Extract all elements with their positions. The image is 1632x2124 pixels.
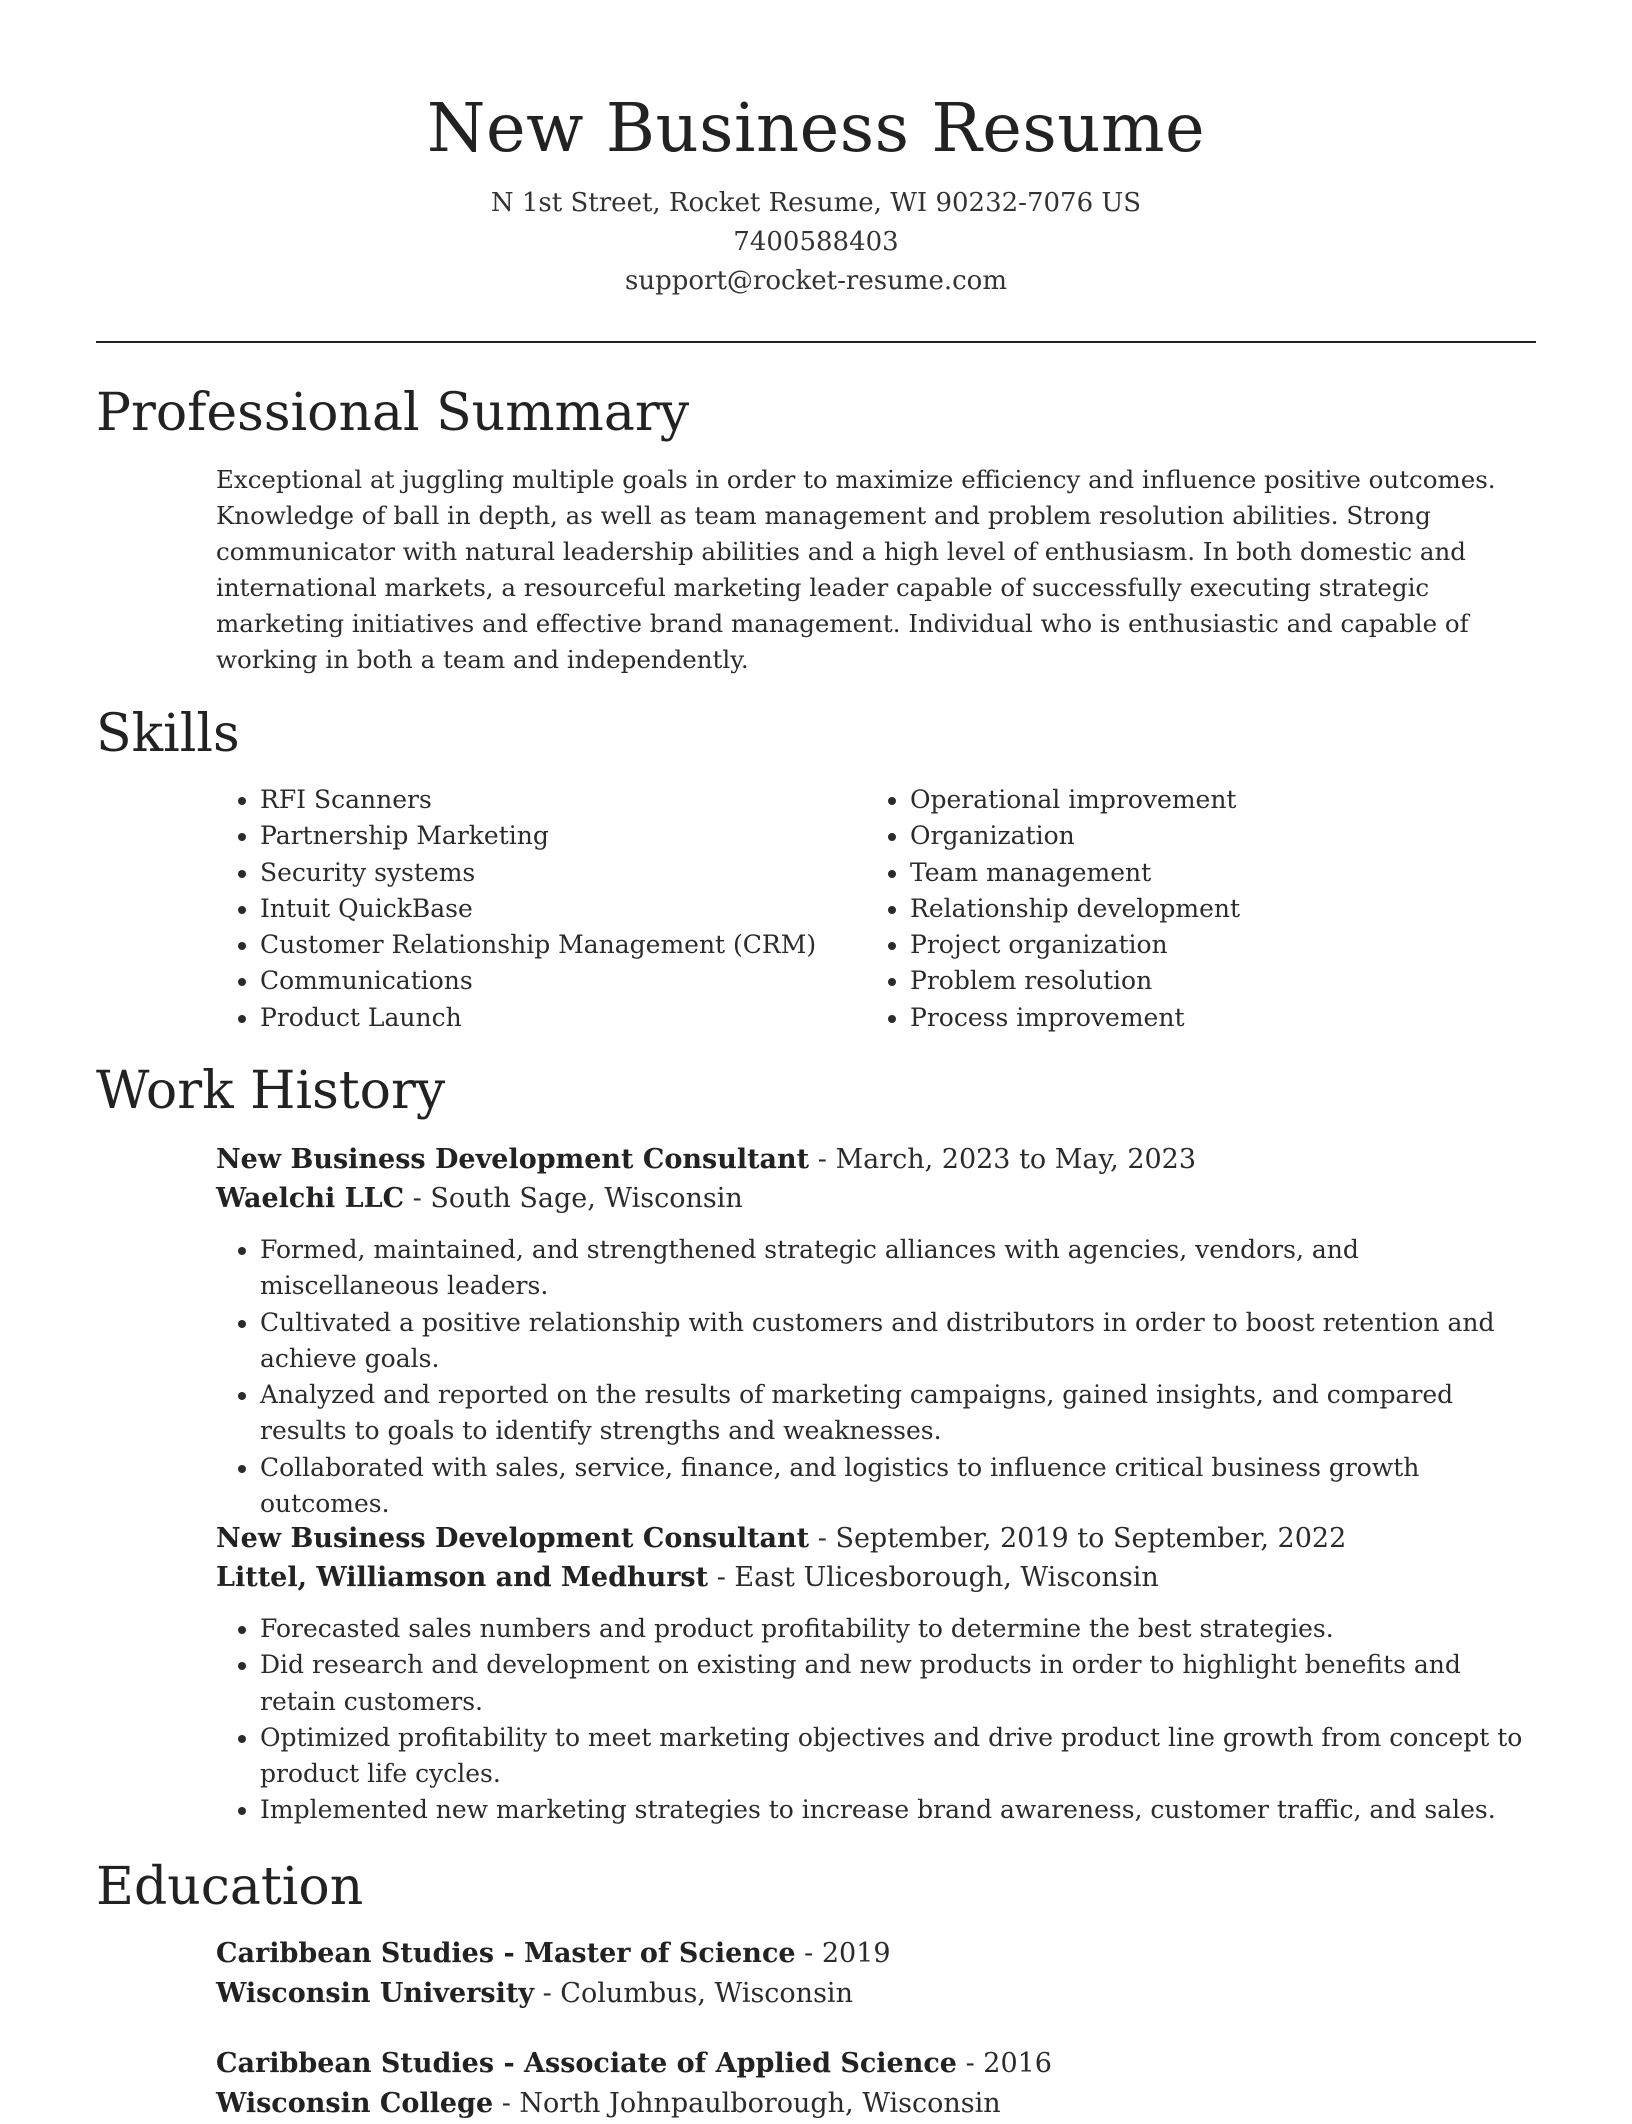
job-bullet: • Did research and development on existing and new products in order to highlight benefits and retain customers. bbox=[260, 1647, 1536, 1720]
skills-column-left bbox=[216, 782, 866, 1036]
header-divider bbox=[96, 341, 1536, 343]
job-role: New Business Development Consultant bbox=[216, 1523, 810, 1554]
skill-item: • RFI Scanners bbox=[260, 782, 866, 818]
email-text: support@rocket-resume.com bbox=[624, 266, 1007, 296]
skill-item: • Operational improvement bbox=[910, 782, 1530, 818]
work-history-heading: Work History bbox=[96, 1061, 446, 1121]
skill-item: • Relationship development bbox=[910, 891, 1530, 927]
job-company: Littel, Williamson and Medhurst bbox=[216, 1562, 709, 1593]
skill-item: • Process improvement bbox=[910, 1000, 1530, 1036]
skills-list bbox=[216, 782, 1536, 1036]
education-degree-line bbox=[216, 2044, 1536, 2084]
education-entry bbox=[216, 2044, 1536, 2124]
education-location: - North Johnpaulborough, Wisconsin bbox=[493, 2088, 1001, 2119]
job-title-line bbox=[216, 1519, 1536, 1558]
skill-item: • Project organization bbox=[910, 927, 1530, 963]
candidate-name: New Business Resume bbox=[426, 89, 1206, 167]
contact-block bbox=[0, 184, 1632, 301]
job-bullets bbox=[216, 1232, 1536, 1522]
skills-heading: Skills bbox=[96, 704, 240, 764]
job-title-line bbox=[216, 1140, 1536, 1179]
resume-header bbox=[0, 0, 1632, 301]
education-school-line bbox=[216, 1974, 1536, 2014]
education-school: Wisconsin College bbox=[216, 2088, 494, 2119]
job-role: New Business Development Consultant bbox=[216, 1144, 810, 1175]
job-bullet: • Forecasted sales numbers and product profitability to determine the best strategies. bbox=[260, 1611, 1536, 1647]
job-bullet: • Analyzed and reported on the results of marketing campaigns, gained insights, and compared results to goals to identify strengths and weaknesses. bbox=[260, 1377, 1536, 1450]
skills-column-right bbox=[866, 782, 1530, 1036]
job-location: - South Sage, Wisconsin bbox=[404, 1183, 743, 1214]
skill-item: • Team management bbox=[910, 855, 1530, 891]
job-bullet: • Optimized profitability to meet marketing objectives and drive product line growth from concept to product life cycles. bbox=[260, 1720, 1536, 1793]
job-dates: - September, 2019 to September, 2022 bbox=[809, 1523, 1347, 1554]
education-location: - Columbus, Wisconsin bbox=[534, 1978, 853, 2009]
education-year: - 2016 bbox=[956, 2048, 1052, 2079]
skill-item: • Customer Relationship Management (CRM) bbox=[260, 927, 866, 963]
job-bullet: • Implemented new marketing strategies to increase brand awareness, customer traffic, and sales. bbox=[260, 1792, 1536, 1828]
education-school: Wisconsin University bbox=[216, 1978, 535, 2009]
education-year: - 2019 bbox=[795, 1938, 891, 1969]
job-bullet: • Collaborated with sales, service, finance, and logistics to influence critical business growth outcomes. bbox=[260, 1450, 1536, 1523]
education-degree-line bbox=[216, 1934, 1536, 1974]
job-dates: - March, 2023 to May, 2023 bbox=[809, 1144, 1197, 1175]
skill-item: • Organization bbox=[910, 818, 1530, 854]
job-bullet: • Formed, maintained, and strengthened strategic alliances with agencies, vendors, and miscellaneous leaders. bbox=[260, 1232, 1536, 1305]
education-degree: - Master of Science bbox=[494, 1938, 796, 1969]
job-location: - East Ulicesborough, Wisconsin bbox=[708, 1562, 1159, 1593]
job-company-line bbox=[216, 1558, 1536, 1597]
skill-item: • Intuit QuickBase bbox=[260, 891, 866, 927]
skill-item: • Problem resolution bbox=[910, 963, 1530, 999]
education-field: Caribbean Studies bbox=[216, 2048, 495, 2079]
job-bullet: • Cultivated a positive relationship with customers and distributors in order to boost retention and achieve goals. bbox=[260, 1305, 1536, 1378]
job-entry bbox=[216, 1519, 1536, 1829]
address-text: N 1st Street, Rocket Resume, WI 90232-7076 US bbox=[490, 188, 1142, 218]
job-company-line bbox=[216, 1179, 1536, 1218]
job-bullets bbox=[216, 1611, 1536, 1829]
education-field: Caribbean Studies bbox=[216, 1938, 495, 1969]
skill-item: • Product Launch bbox=[260, 1000, 866, 1036]
summary-text: Exceptional at juggling multiple goals in order to maximize efficiency and influence positive outcomes. Knowledge of ball in depth, as well as team management and problem resolution abilities. Strong communicator with natural leadership abilities and a high level of enthusiasm. In both domestic and international markets, a resourceful marketing leader capable of successfully executing strategic marketing initiatives and effective brand management. Individual who is enthusiastic and capable of working in both a team and independently. bbox=[216, 465, 1496, 674]
phone-text: 7400588403 bbox=[733, 227, 899, 257]
education-entry bbox=[216, 1934, 1536, 2014]
skill-item: • Communications bbox=[260, 963, 866, 999]
job-entry bbox=[216, 1140, 1536, 1522]
summary-heading: Professional Summary bbox=[96, 383, 690, 443]
job-company: Waelchi LLC bbox=[216, 1183, 405, 1214]
skill-item: • Partnership Marketing bbox=[260, 818, 866, 854]
education-heading: Education bbox=[96, 1857, 364, 1917]
skill-item: • Security systems bbox=[260, 855, 866, 891]
education-school-line bbox=[216, 2084, 1536, 2124]
education-degree: - Associate of Applied Science bbox=[494, 2048, 957, 2079]
